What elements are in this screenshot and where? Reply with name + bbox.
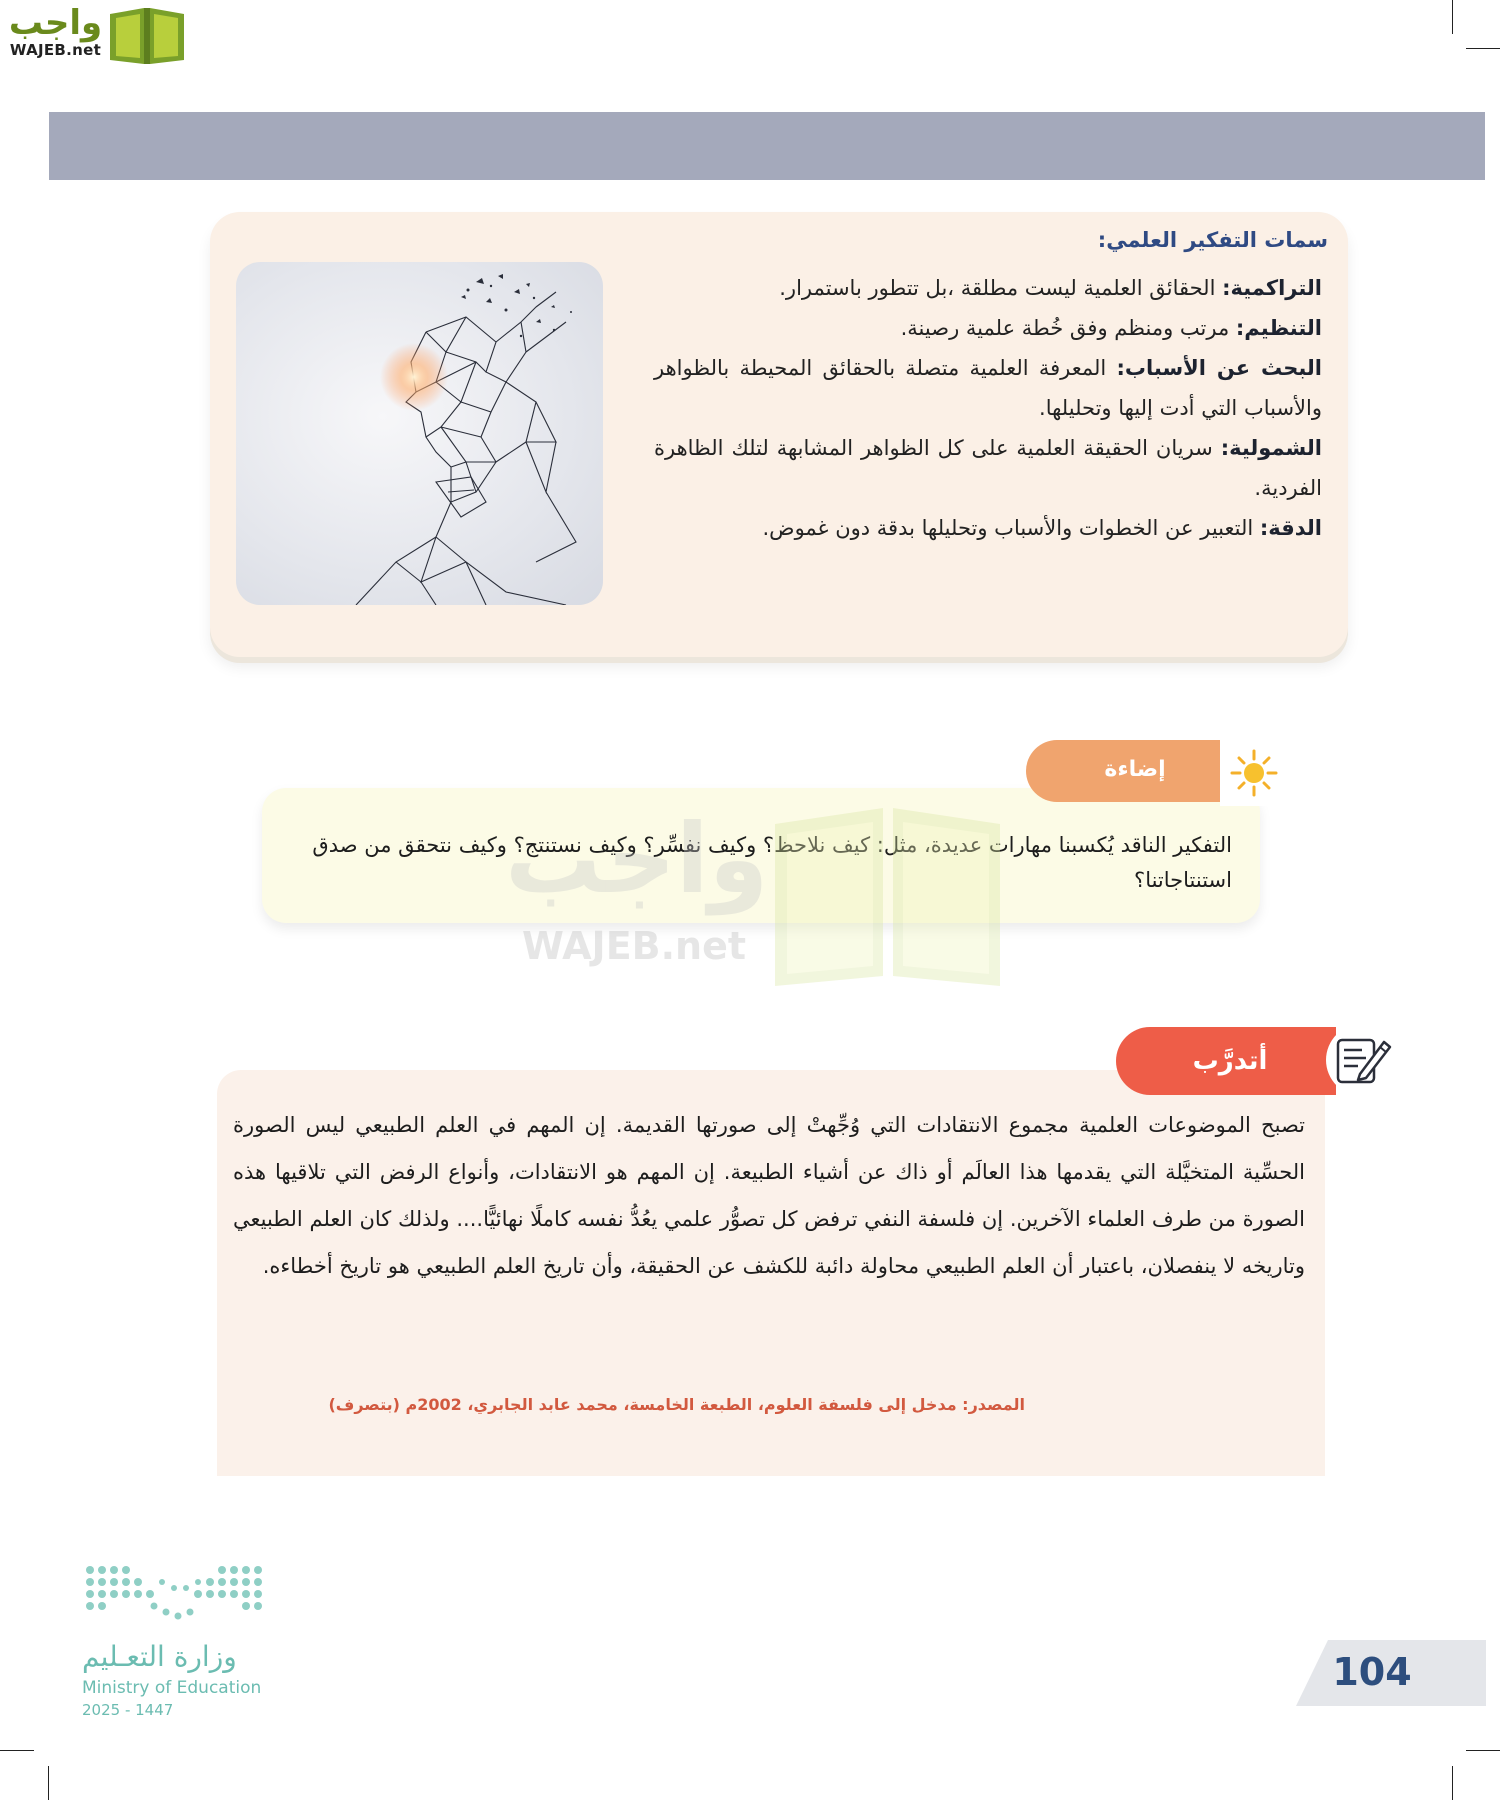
trait-text: مرتب ومنظم وفق خُطة علمية رصينة. bbox=[900, 316, 1236, 340]
pen-note-icon bbox=[1332, 1030, 1392, 1090]
page-number: 104 bbox=[1332, 1650, 1412, 1694]
traits-list bbox=[654, 268, 1322, 548]
ministry-name-english: Ministry of Education bbox=[82, 1678, 262, 1698]
polygon-head-illustration bbox=[236, 262, 603, 605]
trait-term: الدقة: bbox=[1259, 516, 1322, 540]
crop-mark bbox=[1452, 1766, 1453, 1800]
polygon-head-image bbox=[236, 262, 603, 605]
watermark-arabic: واجب bbox=[505, 803, 769, 915]
logo-english-text: WAJEB.net bbox=[9, 41, 102, 59]
trait-term: التراكمية: bbox=[1222, 276, 1322, 300]
illumination-label: إضاءة bbox=[1104, 757, 1166, 782]
illumination-text: التفكير الناقد يُكسبنا مهارات عديدة، مثل: كيف نلاحظ؟ وكيف نفسِّر؟ وكيف نستنتج؟ وكيف نتحقق من صدق استنتاجاتنا؟ bbox=[312, 833, 1232, 892]
crop-mark bbox=[1466, 48, 1500, 49]
crop-mark bbox=[1452, 0, 1453, 34]
trait-item bbox=[654, 348, 1322, 428]
trait-term: الشمولية: bbox=[1220, 436, 1322, 460]
trait-item bbox=[654, 508, 1322, 548]
header-band bbox=[49, 112, 1485, 180]
trait-text: المعرفة العلمية متصلة بالحقائق المحيطة بالظواهر والأسباب التي أدت إليها وتحليلها. bbox=[654, 356, 1322, 420]
trait-term: البحث عن الأسباب: bbox=[1116, 356, 1322, 380]
book-logo-icon bbox=[106, 6, 188, 66]
traits-title: سمات التفكير العلمي: bbox=[1097, 228, 1328, 252]
logo-arabic-text: واجب bbox=[8, 3, 103, 43]
ministry-year: 2025 - 1447 bbox=[82, 1701, 174, 1719]
trait-item bbox=[654, 268, 1322, 308]
crop-mark bbox=[1466, 1750, 1500, 1751]
ministry-logo-icon bbox=[82, 1562, 272, 1632]
trait-term: التنظيم: bbox=[1235, 316, 1322, 340]
practice-label: أتدرَّب bbox=[1192, 1046, 1268, 1076]
practice-source: المصدر: مدخل إلى فلسفة العلوم، الطبعة الخامسة، محمد عابد الجابري، 2002م (بتصرف) bbox=[328, 1395, 1025, 1414]
sun-icon bbox=[1220, 740, 1300, 806]
crop-mark bbox=[0, 1750, 34, 1751]
trait-item bbox=[654, 308, 1322, 348]
practice-text: تصبح الموضوعات العلمية مجموع الانتقادات التي وُجِّهتْ إلى صورتها القديمة. إن المهم في العلم الطبيعي ليس الصورة الحسِّية المتخيَّلة التي يقدمها هذا العالَم أو ذاك عن أشياء الطبيعة. إن المهم هو الانتقادات، وأنواع الرفض التي تلاقيها هذه الصورة من طرف العلماء الآخرين. إن فلسفة النفي ترفض كل تصوُّر علمي يعُدُّ نفسه كاملًا نهائيًّا.... ولذلك كان العلم الطبيعي وتاريخه لا ينفصلان، باعتبار أن العلم الطبيعي محاولة دائبة للكشف عن الحقيقة، وأن تاريخ العلم الطبيعي هو تاريخ أخطاءه. bbox=[233, 1113, 1305, 1278]
watermark-english: WAJEB.net bbox=[521, 924, 747, 968]
trait-text: الحقائق العلمية ليست مطلقة ،بل تتطور باستمرار. bbox=[779, 276, 1223, 300]
ministry-name-arabic: وزارة التعـليم bbox=[82, 1640, 237, 1673]
trait-text: التعبير عن الخطوات والأسباب وتحليلها بدقة دون غموض. bbox=[762, 516, 1260, 540]
wajeb-logo[interactable] bbox=[8, 4, 103, 58]
trait-item bbox=[654, 428, 1322, 508]
trait-text: سريان الحقيقة العلمية على كل الظواهر المشابهة لتلك الظاهرة الفردية. bbox=[654, 436, 1322, 500]
crop-mark bbox=[48, 1766, 49, 1800]
